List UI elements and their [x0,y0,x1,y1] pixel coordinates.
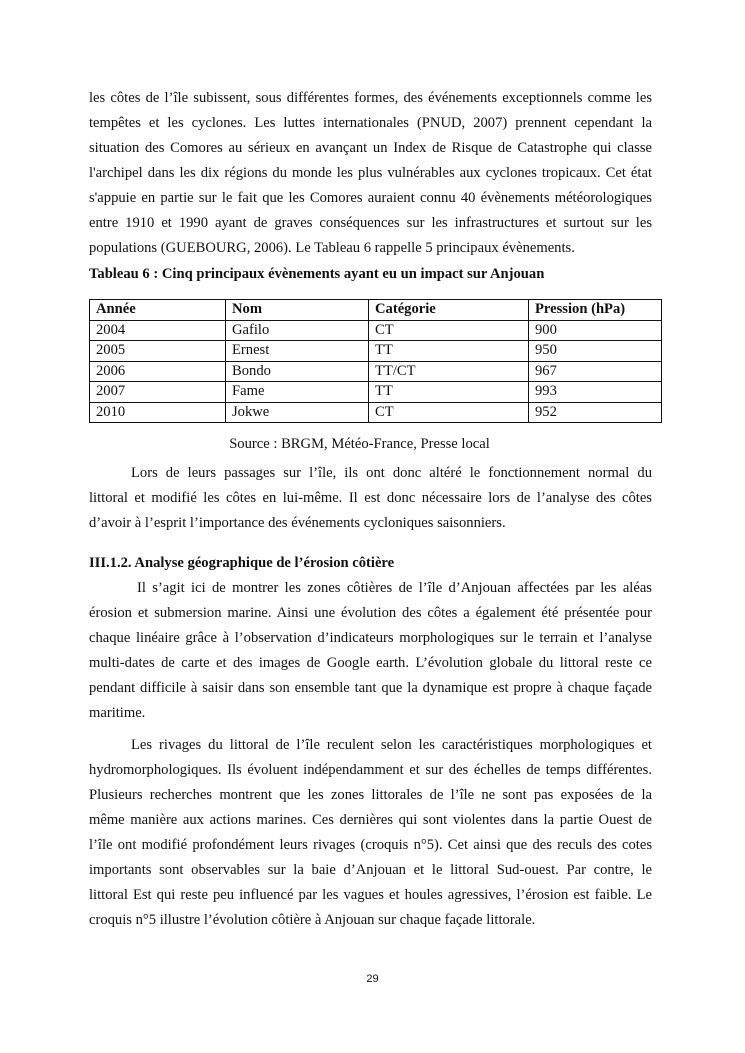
table-row [90,382,662,403]
text-line: littoral Est qui reste peu influencé par les vagues et houles agressives, l’érosion est faible. Le [89,887,652,903]
table-cell: 2007 [90,382,226,403]
text-line: chaque linéaire grâce à l’observation d’indicateurs morphologiques sur le terrain et l’analyse [89,630,652,646]
table-cell: Fame [226,382,369,403]
text-line: entre 1910 et 1990 ayant de graves conséquences sur les infrastructures et surtout sur les [89,215,652,231]
text-line: littoral et modifié les côtes en lui-même. Il est donc nécessaire lors de l’analyse des côtes [89,490,652,506]
table-cell: CT [369,402,529,423]
paragraph-4 [89,733,652,933]
table-cell: TT/CT [369,361,529,382]
text-line: importants sont observables sur la baie d’Anjouan et le littoral Sud-ouest. Par contre, le [89,862,652,878]
table-row [90,320,662,341]
source-text: Source : BRGM, Météo-France, Presse local [229,436,490,452]
paragraph-3 [89,576,652,726]
text-line: l'archipel dans les dix régions du monde les plus vulnérables aux cyclones tropicaux. Cet état [89,165,652,181]
table-source [0,436,745,453]
page-number: 29 [366,973,379,985]
text-line: l’île ont modifié profondément leurs rivages (croquis n°5). Cet ainsi que des reculs des cotes [89,837,652,853]
text-line: multi-dates de carte et des images de Google earth. L’évolution globale du littoral reste ce [89,655,652,671]
table-cell: 2005 [90,341,226,362]
text-line: tempêtes et les cyclones. Les luttes internationales (PNUD, 2007) prennent cependant la [89,115,652,131]
text-line: Plusieurs recherches montrent que les zones littorales de l’île ne sont pas exposées de la [89,787,652,803]
table-cell: 950 [529,341,662,362]
table-cell: 2010 [90,402,226,423]
text-line: même manière aux actions marines. Ces dernières qui sont violentes dans la partie Ouest de [89,812,652,828]
table-caption [89,262,652,287]
table-cell: 900 [529,320,662,341]
table-cell: 2004 [90,320,226,341]
text-line: hydromorphologiques. Ils évoluent indépendamment et sur des échelles de temps différentes. [89,762,652,778]
table-header-row [90,300,662,321]
section-heading [89,551,652,576]
events-table [89,299,662,423]
table-cell: CT [369,320,529,341]
text-line: situation des Comores au sérieux en avançant un Index de Risque de Catastrophe qui classe [89,140,652,156]
table-cell: 952 [529,402,662,423]
text-line: d’avoir à l’esprit l’importance des événements cycloniques saisonniers. [89,515,506,531]
paragraph-2 [89,461,652,536]
table-cell: 967 [529,361,662,382]
text-line: érosion et submersion marine. Ainsi une évolution des côtes a également été présentée pour [89,605,652,621]
text-line: Il s’agit ici de montrer les zones côtières de l’île d’Anjouan affectées par les aléas [137,580,652,596]
header-name: Nom [226,300,369,321]
table-cell: Ernest [226,341,369,362]
table-cell: 2006 [90,361,226,382]
table-row [90,361,662,382]
table-cell: Bondo [226,361,369,382]
table-cell: 993 [529,382,662,403]
table-cell: TT [369,382,529,403]
table-row [90,341,662,362]
paragraph-1 [89,86,652,261]
text-line: les côtes de l’île subissent, sous différentes formes, des événements exceptionnels comme les [89,90,652,106]
table-cell: Jokwe [226,402,369,423]
text-line: Les rivages du littoral de l’île reculent selon les caractéristiques morphologiques et [131,737,652,753]
table-cell: Gafilo [226,320,369,341]
heading-text: III.1.2. Analyse géographique de l’érosion côtière [89,555,395,571]
table-row [90,402,662,423]
table-cell: TT [369,341,529,362]
text-line: s'appuie en partie sur le fait que les Comores auraient connu 40 évènements météorologiques [89,190,652,206]
caption-text: Tableau 6 : Cinq principaux évènements ayant eu un impact sur Anjouan [89,266,545,282]
text-line: pendant difficile à saisir dans son ensemble tant que la dynamique est propre à chaque façade [89,680,652,696]
text-line: maritime. [89,705,146,721]
header-pressure: Pression (hPa) [529,300,662,321]
header-year: Année [90,300,226,321]
text-line: Lors de leurs passages sur l’île, ils ont donc altéré le fonctionnement normal du [131,465,652,481]
text-line: populations (GUEBOURG, 2006). Le Tableau 6 rappelle 5 principaux évènements. [89,240,575,256]
header-category: Catégorie [369,300,529,321]
text-line: croquis n°5 illustre l’évolution côtière à Anjouan sur chaque façade littorale. [89,912,536,928]
